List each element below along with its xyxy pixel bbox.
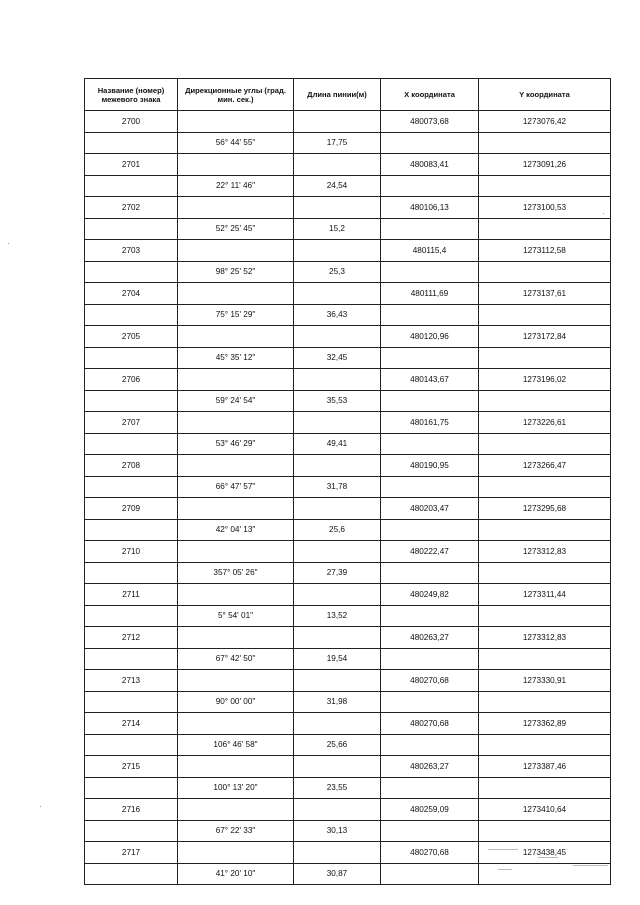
marker-name-cell: 2706	[85, 369, 178, 391]
bearing-cell: 59° 24' 54"	[178, 390, 294, 412]
bearing-cell	[178, 584, 294, 606]
bearing-cell: 75° 15' 29"	[178, 304, 294, 326]
x-coordinate-cell	[381, 605, 479, 627]
scan-speck	[603, 213, 604, 214]
length-cell	[294, 369, 381, 391]
x-coordinate-cell	[381, 433, 479, 455]
length-cell	[294, 627, 381, 649]
bearing-cell: 56° 44' 55"	[178, 132, 294, 154]
length-cell: 30,13	[294, 820, 381, 842]
table-row	[85, 519, 611, 541]
marker-name-cell: 2707	[85, 412, 178, 434]
marker-name-cell	[85, 218, 178, 240]
length-cell: 36,43	[294, 304, 381, 326]
x-coordinate-cell: 480083,41	[381, 154, 479, 176]
bearing-cell	[178, 283, 294, 305]
table-row	[85, 648, 611, 670]
x-coordinate-cell: 480270,68	[381, 842, 479, 864]
coordinates-table	[84, 78, 611, 885]
length-cell: 19,54	[294, 648, 381, 670]
y-coordinate-cell	[479, 691, 611, 713]
y-coordinate-cell: 1273266,47	[479, 455, 611, 477]
x-coordinate-cell: 480106,13	[381, 197, 479, 219]
y-coordinate-cell	[479, 433, 611, 455]
marker-name-cell	[85, 777, 178, 799]
x-coordinate-cell: 480249,82	[381, 584, 479, 606]
bearing-cell: 66° 47' 57"	[178, 476, 294, 498]
bearing-cell	[178, 627, 294, 649]
length-cell: 32,45	[294, 347, 381, 369]
x-coordinate-cell: 480115,4	[381, 240, 479, 262]
marker-name-cell: 2703	[85, 240, 178, 262]
y-coordinate-cell: 1273295,68	[479, 498, 611, 520]
bearing-cell	[178, 498, 294, 520]
bearing-cell	[178, 670, 294, 692]
table-row	[85, 562, 611, 584]
length-cell	[294, 154, 381, 176]
bearing-cell	[178, 756, 294, 778]
table-row	[85, 132, 611, 154]
x-coordinate-cell: 480073,68	[381, 111, 479, 133]
y-coordinate-cell	[479, 777, 611, 799]
x-coordinate-cell	[381, 691, 479, 713]
bearing-cell	[178, 842, 294, 864]
bearing-cell: 22° 11' 46"	[178, 175, 294, 197]
y-coordinate-cell: 1273196,02	[479, 369, 611, 391]
marker-name-cell: 2716	[85, 799, 178, 821]
y-coordinate-cell	[479, 820, 611, 842]
y-coordinate-cell	[479, 132, 611, 154]
table-row	[85, 347, 611, 369]
marker-name-cell	[85, 605, 178, 627]
x-coordinate-cell: 480161,75	[381, 412, 479, 434]
x-coordinate-cell	[381, 390, 479, 412]
marker-name-cell	[85, 175, 178, 197]
length-cell: 17,75	[294, 132, 381, 154]
marker-name-cell	[85, 691, 178, 713]
bearing-cell: 106° 46' 58"	[178, 734, 294, 756]
table-row	[85, 240, 611, 262]
bearing-cell	[178, 111, 294, 133]
x-coordinate-cell	[381, 476, 479, 498]
bearing-cell: 5° 54' 01"	[178, 605, 294, 627]
y-coordinate-cell: 1273091,26	[479, 154, 611, 176]
length-cell	[294, 412, 381, 434]
y-coordinate-cell	[479, 519, 611, 541]
table-row	[85, 476, 611, 498]
x-coordinate-cell: 480263,27	[381, 627, 479, 649]
table-row	[85, 541, 611, 563]
bearing-cell	[178, 412, 294, 434]
x-coordinate-cell: 480143,67	[381, 369, 479, 391]
marker-name-cell: 2701	[85, 154, 178, 176]
length-cell: 35,53	[294, 390, 381, 412]
header-bearing: Дирекционные углы (град. мин. сек.)	[178, 79, 294, 111]
length-cell	[294, 455, 381, 477]
table-row	[85, 756, 611, 778]
x-coordinate-cell	[381, 519, 479, 541]
bearing-cell: 41° 20' 10"	[178, 863, 294, 885]
length-cell: 25,66	[294, 734, 381, 756]
header-y: Y координата	[479, 79, 611, 111]
marker-name-cell: 2712	[85, 627, 178, 649]
bearing-cell	[178, 154, 294, 176]
marker-name-cell	[85, 562, 178, 584]
table-row	[85, 605, 611, 627]
bearing-cell	[178, 713, 294, 735]
table-row	[85, 455, 611, 477]
length-cell	[294, 197, 381, 219]
x-coordinate-cell	[381, 261, 479, 283]
x-coordinate-cell: 480203,47	[381, 498, 479, 520]
marker-name-cell	[85, 476, 178, 498]
length-cell	[294, 799, 381, 821]
marker-name-cell: 2710	[85, 541, 178, 563]
y-coordinate-cell	[479, 562, 611, 584]
bearing-cell	[178, 240, 294, 262]
bearing-cell: 67° 42' 50"	[178, 648, 294, 670]
y-coordinate-cell: 1273312,83	[479, 627, 611, 649]
table-row	[85, 283, 611, 305]
bearing-cell	[178, 799, 294, 821]
table-row	[85, 670, 611, 692]
length-cell	[294, 842, 381, 864]
bearing-cell: 98° 25' 52"	[178, 261, 294, 283]
bearing-cell: 357° 05' 26"	[178, 562, 294, 584]
table-row	[85, 111, 611, 133]
y-coordinate-cell	[479, 347, 611, 369]
length-cell	[294, 326, 381, 348]
header-x: X координата	[381, 79, 479, 111]
table-header-row	[85, 79, 611, 111]
x-coordinate-cell	[381, 734, 479, 756]
y-coordinate-cell: 1273410,64	[479, 799, 611, 821]
bearing-cell: 45° 35' 12"	[178, 347, 294, 369]
length-cell: 30,87	[294, 863, 381, 885]
marker-name-cell: 2708	[85, 455, 178, 477]
x-coordinate-cell: 480270,68	[381, 713, 479, 735]
x-coordinate-cell	[381, 304, 479, 326]
length-cell: 13,52	[294, 605, 381, 627]
table-row	[85, 498, 611, 520]
y-coordinate-cell	[479, 175, 611, 197]
marker-name-cell: 2711	[85, 584, 178, 606]
marker-name-cell: 2709	[85, 498, 178, 520]
x-coordinate-cell	[381, 175, 479, 197]
y-coordinate-cell	[479, 734, 611, 756]
y-coordinate-cell	[479, 390, 611, 412]
y-coordinate-cell	[479, 605, 611, 627]
x-coordinate-cell: 480270,68	[381, 670, 479, 692]
marker-name-cell	[85, 304, 178, 326]
table-row	[85, 820, 611, 842]
length-cell: 23,55	[294, 777, 381, 799]
length-cell: 49,41	[294, 433, 381, 455]
y-coordinate-cell: 1273438,45	[479, 842, 611, 864]
marker-name-cell	[85, 519, 178, 541]
bearing-cell	[178, 369, 294, 391]
bearing-cell	[178, 541, 294, 563]
y-coordinate-cell	[479, 261, 611, 283]
table-row	[85, 369, 611, 391]
marker-name-cell: 2704	[85, 283, 178, 305]
y-coordinate-cell: 1273330,91	[479, 670, 611, 692]
marker-name-cell: 2714	[85, 713, 178, 735]
length-cell	[294, 584, 381, 606]
x-coordinate-cell	[381, 648, 479, 670]
table-row	[85, 218, 611, 240]
x-coordinate-cell	[381, 820, 479, 842]
y-coordinate-cell: 1273226,61	[479, 412, 611, 434]
x-coordinate-cell: 480111,69	[381, 283, 479, 305]
bearing-cell: 53° 46' 29"	[178, 433, 294, 455]
header-length: Длина пинии(м)	[294, 79, 381, 111]
length-cell: 27,39	[294, 562, 381, 584]
table-row	[85, 154, 611, 176]
length-cell	[294, 498, 381, 520]
marker-name-cell	[85, 132, 178, 154]
length-cell	[294, 541, 381, 563]
x-coordinate-cell	[381, 347, 479, 369]
marker-name-cell	[85, 390, 178, 412]
marker-name-cell	[85, 820, 178, 842]
table-row	[85, 175, 611, 197]
y-coordinate-cell	[479, 218, 611, 240]
table-row	[85, 713, 611, 735]
table-row	[85, 777, 611, 799]
x-coordinate-cell	[381, 777, 479, 799]
length-cell: 25,6	[294, 519, 381, 541]
bearing-cell	[178, 326, 294, 348]
table-row	[85, 197, 611, 219]
length-cell	[294, 713, 381, 735]
table-row	[85, 390, 611, 412]
length-cell: 31,98	[294, 691, 381, 713]
scan-artifact	[478, 845, 618, 875]
table-row	[85, 433, 611, 455]
y-coordinate-cell: 1273312,83	[479, 541, 611, 563]
y-coordinate-cell	[479, 304, 611, 326]
y-coordinate-cell: 1273076,42	[479, 111, 611, 133]
bearing-cell: 90° 00' 00"	[178, 691, 294, 713]
marker-name-cell	[85, 433, 178, 455]
marker-name-cell: 2713	[85, 670, 178, 692]
marker-name-cell	[85, 648, 178, 670]
length-cell: 31,78	[294, 476, 381, 498]
length-cell: 24,54	[294, 175, 381, 197]
scan-speck	[40, 806, 41, 807]
bearing-cell	[178, 455, 294, 477]
x-coordinate-cell	[381, 218, 479, 240]
bearing-cell: 67° 22' 33"	[178, 820, 294, 842]
y-coordinate-cell: 1273100,53	[479, 197, 611, 219]
marker-name-cell	[85, 261, 178, 283]
y-coordinate-cell	[479, 648, 611, 670]
marker-name-cell	[85, 863, 178, 885]
y-coordinate-cell: 1273172,84	[479, 326, 611, 348]
y-coordinate-cell: 1273137,61	[479, 283, 611, 305]
header-marker-name: Название (номер) межевого знака	[85, 79, 178, 111]
length-cell: 15,2	[294, 218, 381, 240]
x-coordinate-cell	[381, 132, 479, 154]
table-body	[85, 111, 611, 885]
bearing-cell: 100° 13' 20"	[178, 777, 294, 799]
y-coordinate-cell: 1273112,58	[479, 240, 611, 262]
bearing-cell	[178, 197, 294, 219]
y-coordinate-cell: 1273362,89	[479, 713, 611, 735]
length-cell	[294, 283, 381, 305]
table-row	[85, 584, 611, 606]
table-row	[85, 412, 611, 434]
marker-name-cell: 2700	[85, 111, 178, 133]
marker-name-cell: 2715	[85, 756, 178, 778]
marker-name-cell	[85, 347, 178, 369]
x-coordinate-cell	[381, 863, 479, 885]
length-cell	[294, 670, 381, 692]
x-coordinate-cell: 480120,96	[381, 326, 479, 348]
table-row	[85, 326, 611, 348]
table-row	[85, 627, 611, 649]
table-row	[85, 734, 611, 756]
length-cell	[294, 240, 381, 262]
scan-speck	[8, 243, 9, 244]
table-row	[85, 261, 611, 283]
length-cell	[294, 756, 381, 778]
marker-name-cell: 2717	[85, 842, 178, 864]
bearing-cell: 42° 04' 13"	[178, 519, 294, 541]
table-row	[85, 799, 611, 821]
y-coordinate-cell: 1273311,44	[479, 584, 611, 606]
bearing-cell: 52° 25' 45"	[178, 218, 294, 240]
marker-name-cell: 2705	[85, 326, 178, 348]
marker-name-cell: 2702	[85, 197, 178, 219]
x-coordinate-cell: 480222,47	[381, 541, 479, 563]
x-coordinate-cell	[381, 562, 479, 584]
marker-name-cell	[85, 734, 178, 756]
length-cell	[294, 111, 381, 133]
table-row	[85, 304, 611, 326]
x-coordinate-cell: 480190,95	[381, 455, 479, 477]
length-cell: 25,3	[294, 261, 381, 283]
x-coordinate-cell: 480259,09	[381, 799, 479, 821]
y-coordinate-cell: 1273387,46	[479, 756, 611, 778]
table-row	[85, 691, 611, 713]
y-coordinate-cell	[479, 476, 611, 498]
x-coordinate-cell: 480263,27	[381, 756, 479, 778]
